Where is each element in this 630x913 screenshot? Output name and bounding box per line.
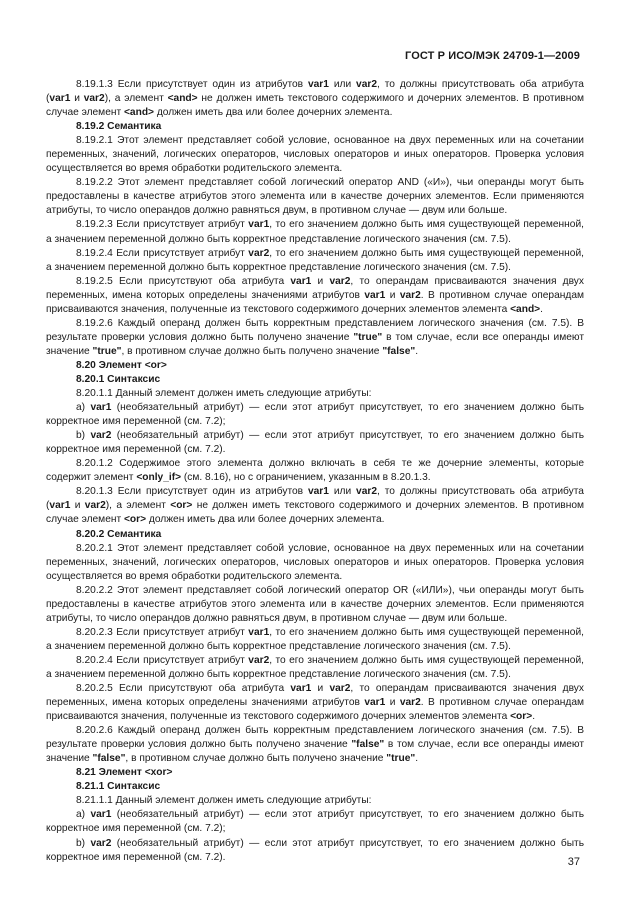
bold-term: var2 — [329, 275, 351, 287]
text-run: 8.21.1.1 Данный элемент должен иметь следующие атрибуты: — [76, 795, 372, 807]
text-run: 8.19.2.5 Если присутствуют оба атрибута — [76, 275, 291, 287]
text-run: должен иметь два или более дочерних элемента. — [146, 514, 385, 526]
paragraph — [46, 682, 584, 724]
paragraph — [46, 584, 584, 626]
text-run: . В противном случае операндам присваиваются значения, полученные из текстового содержимого дочерних элементов элемента — [46, 697, 584, 723]
section-heading — [46, 120, 584, 134]
paragraph — [46, 837, 584, 865]
bold-term: <or> — [170, 500, 193, 512]
text-run: (см. 8.16), но с ограничением, указанным в 8.20.1.3. — [181, 472, 431, 484]
bold-term: var1 — [90, 402, 112, 414]
text-run: . — [415, 753, 419, 765]
text-run: . — [540, 303, 543, 315]
paragraph — [46, 808, 584, 836]
text-run: 8.20.1.3 Если присутствует один из атрибутов — [76, 486, 308, 498]
bold-term: var2 — [90, 837, 112, 849]
bold-term: <and> — [510, 303, 541, 315]
text-run: 8.19.2 Семантика — [76, 121, 162, 133]
paragraph — [46, 654, 584, 682]
text-run: , в противном случае должно быть получено значение — [125, 753, 387, 765]
paragraph — [46, 724, 584, 766]
text-run: 8.20.2.1 Этот элемент представляет собой условие, основанное на двух переменных или на сочетании переменных, значений, логических операторов, числовых операторов и иных операторов. Проверка условия осуществляется во время обработки родительского элемента. — [46, 542, 584, 582]
text-run: , то его значением должно быть имя существующей переменной, а значением переменной должно быть корректное представление логического значения (см. 7.5). — [46, 654, 584, 680]
text-run: 8.19.2.2 Этот элемент представляет собой логический оператор AND («И»), чьи операнды могут быть предоставлены в качестве атрибутов этого элемента или в качестве дочерних элементов. Если применяются атрибуты, то число операндов должно равняться двум, в противном случае — двум или больше. — [46, 177, 584, 217]
text-run: 8.21 Элемент <xor> — [76, 767, 173, 779]
text-run: , в противном случае должно быть получено значение — [121, 345, 383, 357]
page-number: 37 — [567, 856, 580, 868]
bold-term: var1 — [248, 626, 270, 638]
text-run: b) — [76, 837, 91, 849]
text-run: или — [328, 79, 357, 90]
text-run: не должен иметь текстового содержимого и дочерних элементов. В противном случае элемент — [46, 500, 584, 526]
paragraph — [46, 485, 584, 527]
bold-term: var2 — [329, 683, 351, 695]
text-run: , то операндам присваиваются значения двух переменных, имена которых определены значениями атрибутов — [46, 275, 584, 301]
text-run: 8.19.2.6 Каждый операнд должен быть корректным представлением логического значения (см. 7.5). В результате проверки условия должно быть получено значение — [46, 317, 584, 343]
text-run: 8.20.1.1 Данный элемент должен иметь следующие атрибуты: — [76, 388, 372, 400]
text-run: (необязательный атрибут) — если этот атрибут присутствует, то его значением должно быть корректное имя переменной (см. 7.2). — [46, 430, 585, 456]
text-run: (необязательный атрибут) — если этот атрибут присутствует, то его значением должно быть корректное имя переменной (см. 7.2). — [46, 837, 585, 863]
text-run: и — [385, 289, 400, 301]
bold-term: var2 — [83, 93, 105, 105]
text-run: ), а элемент — [104, 93, 168, 105]
text-run: и — [311, 275, 330, 287]
bold-term: var1 — [307, 79, 329, 90]
text-run: или — [328, 486, 357, 498]
text-run: и — [385, 697, 400, 709]
text-run: b) — [76, 430, 91, 442]
bold-term: var2 — [399, 697, 421, 709]
bold-term: "true" — [353, 331, 383, 343]
section-heading — [46, 780, 584, 794]
bold-term: var2 — [248, 654, 270, 666]
text-run: 8.21.1 Синтаксис — [76, 781, 161, 793]
paragraph — [46, 626, 584, 654]
text-run: , то операндам присваиваются значения двух переменных, имена которых определены значениями атрибутов — [46, 683, 584, 709]
text-run: a) — [76, 402, 91, 414]
text-run: 8.19.2.3 Если присутствует атрибут — [76, 219, 249, 231]
text-run: 8.20.2.4 Если присутствует атрибут — [76, 654, 249, 666]
text-run: не должен иметь текстового содержимого и дочерних элементов. В противном случае элемент — [46, 93, 584, 119]
bold-term: var1 — [90, 809, 112, 821]
bold-term: var2 — [356, 79, 378, 90]
bold-term: "true" — [386, 753, 416, 765]
text-run: в том случае, если все операнды имеют значение — [46, 331, 584, 357]
text-run: (необязательный атрибут) — если этот атрибут присутствует, то его значением должно быть корректное имя переменной (см. 7.2); — [46, 809, 585, 835]
paragraph — [46, 247, 584, 275]
text-run: 8.20.2.2 Этот элемент представляет собой логический оператор OR («ИЛИ»), чьи операнды могут быть предоставлены в качестве атрибутов этого элемента или в качестве дочерних элементов. Если применяются атрибуты, то число операндов должно равняться двум, в противном случае — двум или больше. — [46, 584, 584, 624]
section-heading — [46, 373, 584, 387]
text-run: . — [415, 345, 419, 357]
bold-term: var1 — [49, 500, 71, 512]
document-body — [46, 78, 584, 865]
text-run: . — [532, 711, 536, 723]
text-run: 8.20 Элемент <or> — [76, 359, 167, 371]
text-run: (необязательный атрибут) — если этот атрибут присутствует, то его значением должно быть корректное имя переменной (см. 7.2); — [46, 402, 585, 428]
paragraph — [46, 218, 584, 246]
text-run: и — [70, 500, 85, 512]
bold-term: var1 — [307, 486, 329, 498]
text-run: и — [70, 93, 84, 105]
bold-term: var2 — [399, 289, 421, 301]
text-run: 8.20.2.5 Если присутствуют оба атрибута — [76, 683, 291, 695]
text-run: должен иметь два или более дочерних элемента. — [154, 107, 393, 119]
text-run: , то его значением должно быть имя существующей переменной, а значением переменной должно быть корректное представление логического значения (см. 7.5). — [46, 626, 584, 652]
document-header: ГОСТ Р ИСО/МЭК 24709-1—2009 — [405, 50, 580, 62]
text-run: 8.20.2.6 Каждый операнд должен быть корректным представлением логического значения (см. 7.5). В результате проверки условия должно быть получено значение — [46, 725, 584, 751]
bold-term: var2 — [356, 486, 378, 498]
paragraph — [46, 275, 584, 317]
bold-term: "false" — [382, 345, 416, 357]
text-run: . В противном случае операндам присваиваются значения, полученные из текстового содержимого дочерних элементов элемента — [46, 289, 584, 315]
bold-term: <only_if> — [136, 472, 182, 484]
bold-term: var1 — [248, 219, 270, 231]
bold-term: var1 — [364, 697, 386, 709]
paragraph — [46, 457, 584, 485]
text-run: в том случае, если все операнды имеют значение — [46, 739, 585, 765]
text-run: , то его значением должно быть имя существующей переменной, а значением переменной должно быть корректное представление логического значения (см. 7.5). — [46, 247, 584, 273]
section-heading — [46, 528, 584, 542]
bold-term: "true" — [92, 345, 122, 357]
paragraph — [46, 401, 584, 429]
text-run: 8.20.2 Семантика — [76, 528, 162, 540]
paragraph — [46, 387, 584, 401]
section-heading — [46, 359, 584, 373]
text-run: , то его значением должно быть имя существующей переменной, а значением переменной должно быть корректное представление логического значения (см. 7.5). — [46, 219, 584, 245]
paragraph — [46, 176, 584, 218]
text-run: a) — [76, 809, 91, 821]
text-run: 8.19.2.4 Если присутствует атрибут — [76, 247, 249, 259]
section-heading — [46, 766, 584, 780]
bold-term: var2 — [90, 430, 112, 442]
bold-term: <and> — [123, 107, 154, 119]
text-run: 8.20.1.2 Содержимое этого элемента должно включать в себя те же дочерние элементы, которые содержит элемент — [46, 458, 584, 484]
bold-term: var1 — [290, 275, 312, 287]
text-run: , то должны присутствовать оба атрибута ( — [46, 79, 584, 105]
bold-term: <and> — [167, 93, 198, 105]
text-run: 8.20.2.3 Если присутствует атрибут — [76, 626, 249, 638]
text-run: 8.20.1 Синтаксис — [76, 373, 161, 385]
bold-term: <or> — [123, 514, 147, 526]
paragraph — [46, 794, 584, 808]
bold-term: var2 — [84, 500, 106, 512]
paragraph — [46, 429, 584, 457]
bold-term: <or> — [510, 711, 533, 723]
bold-term: var2 — [248, 247, 270, 259]
text-run: , то должны присутствовать оба атрибута ( — [46, 486, 584, 512]
bold-term: var1 — [364, 289, 386, 301]
text-run: 8.19.2.1 Этот элемент представляет собой условие, основанное на двух переменных или на сочетании переменных, значений, логических операторов, числовых операторов и иных операторов. Проверка условия осуществляется во время обработки родительского элемента. — [46, 135, 584, 175]
paragraph — [46, 317, 584, 359]
bold-term: var1 — [290, 683, 312, 695]
bold-term: var1 — [49, 93, 71, 105]
text-run: 8.19.1.3 Если присутствует один из атрибутов — [76, 79, 308, 90]
paragraph — [46, 78, 584, 120]
text-run: ), а элемент — [105, 500, 171, 512]
paragraph — [46, 134, 584, 176]
bold-term: "false" — [351, 739, 385, 751]
text-run: и — [311, 683, 330, 695]
paragraph — [46, 542, 584, 584]
bold-term: "false" — [92, 753, 126, 765]
